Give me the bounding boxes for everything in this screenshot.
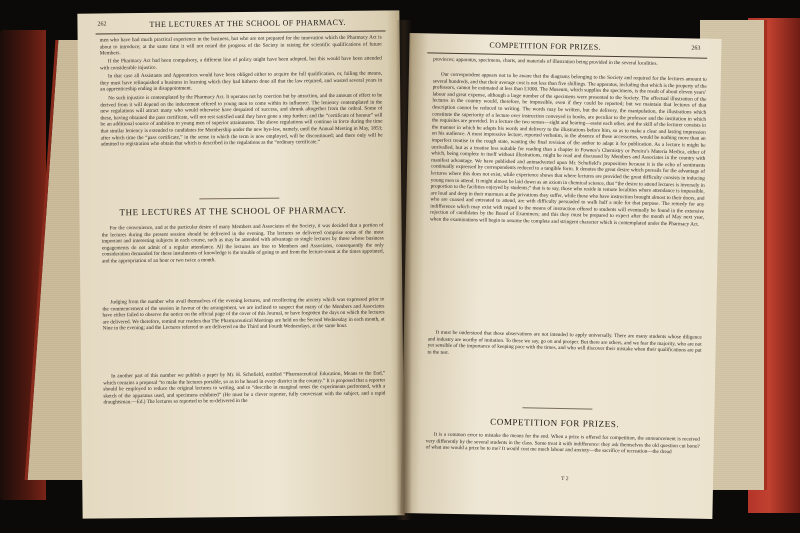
left-head-rule [96,30,386,34]
left-page-number: 262 [97,21,107,28]
right-section-title: COMPETITION FOR PRIZES. [490,416,620,430]
right-section-divider [522,407,592,409]
signature-mark: T 2 [561,476,569,483]
right-running-head: COMPETITION FOR PRIZES. [489,40,602,52]
right-paragraph-2: Our correspondent appears not to be aware that the diagrams belonging to the Society and required for the lectures amount to several hundreds, and that their average cost is not less than five shillings. The apparatus, including that which is the property of the professors, cannot be estimated at less than £1000. The Museum, which supplies the specimens, is the result of about eleven years’ labour and great expense, although a large number of the specimens were presented to the Society. The effectual illustration of the lectures in the country would, therefore, be impossible, even if they could be reported; but we maintain that lectures of that description cannot be reduced to writing. The words may be written, but the delivery, the manipulation, the illustrations which constitute the superiority of a lecture over instruction conveyed in books, are peculiar to the professor and the institution in which the requisites are provided. In a lecture the two senses—sight and hearing—assist each other, and the skill of the lecturer consists in the manner in which he adapts his words and delivery to the illustrations before him, so as to make a clear and lasting impression on his audience. A most impressive lecture, reported verbatim, in the absence of these accessories, would be nothing more than an imperfect treatise in the rough state, wanting the final revision of the author to adapt it for publication. As a lecture it might be unrivalled, but as a treatise less suitable for reading than a chapter in Fownes’s Chemistry or Pereira’s Materia Medica, either of which, being complete in itself without illustrations, might be read and discussed by Members and Associates in the country with manifest advantage. We have published and animadverted upon Mr. Schofield’s proposition because it is the echo of sentiments continually expressed by correspondents reduced to a tangible form. It denotes the great desire which prevails for the advantage of lectures where this does not exist, while experience shows that where lectures are provided the great difficulty consists in inducing young men to attend. It might almost be laid down as an axiom in chemical science, that “the desire to attend lectures is inversely in proportion to the facilities enjoyed by students;” that is to say, those who reside in remote localities where attendance is impossible, are loud and deep in their murmurs at the privations they suffer, while those who have instruction brought almost to their doors, and who are coaxed and entreated to attend, are with difficulty persuaded to walk half a mile for that purpose. The remedy for any indifference which may exist with regard to the means of instruction offered to students will eventually be found in the extensive rejection of candidates by the Board of Examiners; and this they must be prepared to expect after the month of May next year, when the examinations will begin to assume the complete and stringent character which is contemplated under the Pharmacy Act. [430,71,707,228]
left-paragraph-4: No such injustice is contemplated by the Pharmacy Act. It operates not by coercion but by attraction, and the amount of effect to be derived from it will depend on the inducement offered to young men to come within its influence. The leniency contemplated in the new regulations will attract many who would otherwise have despaired of success, and shrunk altogether from the ordeal. Some of these, having obtained the pass certificate, will not rest satisfied until they have gone a step further; and the “certificate of honour” will be an additional source of ambition to young men of superior attainments. The above regulations will continue in force during the time that similar leniency is extended to candidates for Membership under the new bye-law, namely, until the Annual Meeting in May, 1853; after which time the “pass certificate,” in the sense in which the term is now employed, will be discontinued; and there only will be admitted to registration who obtain that which is described in the regulations as the “ordinary certificate.” [100,92,383,148]
right-page-number: 263 [691,45,701,52]
left-section-divider [199,198,279,200]
left-section-paragraph-1: For the convenience, and at the particular desire of many Members and Associates of the Society, it was decided that a portion of the lectures during the present session should be delivered in the evening. The lectures so delivered comprise some of the most important and interesting subjects in each course, such as may be attended with advantage as single lectures by those whose business engagements do not admit of a regular attendance. All the lectures are free to Members and Associates, consequently the only consideration demanded for these instalments of knowledge is the trouble of going to and from the lecture-room at the times appointed, and the appropriation of an hour or two twice a month. [101,222,384,265]
right-paragraph-1: provinces; apparatus, specimens, charts, and materials of illustration being provided in the several localities. [433,56,658,67]
left-paragraph-3: In that case all Assistants and Apprentices would have been obliged either to acquire the full qualification, or, failing the means, they must have relinquished a business in learning which they had hitherto done all that the law required, and wasted several years in an apprenticeship ending in disappointment. [100,70,383,93]
left-page [77,10,404,518]
left-section-paragraph-2: Judging from the number who avail themselves of the evening lectures, and recollecting the anxiety which was expressed prior to the commencement of the session in favour of the arrangement, we are inclined to suspect that many of the Members and Associates have either failed to observe the notice on the official page of the cover of this Journal, or have forgotten the days on which the lectures are delivered. We therefore, remind our readers that The Pharmaceutical Meetings are held on the Second Wednesday in each month, at Nine in the evening; and the Lectures referred to are delivered on the Third and Fourth Wednesdays, at the same hour. [102,296,385,332]
left-section-title: THE LECTURES AT THE SCHOOL OF PHARMACY. [119,204,347,218]
right-paragraph-3: It must be understood that these observations are not intended to apply universally. There are many students whose diligence and industry are worthy of imitation. To these we say, go on and prosper. But there are others, and we fear the majority, who are not yet sensible of the importance of keeping pace with the times, and who will discover their mistake when their qualifications are put to the test. [427,329,702,356]
right-section-paragraph-1: It is a common error to mistake the means for the end. When a prize is offered for competition, the announcement is received very differently by the several students in the class. Some treat it with indifference: they ask themselves the old question cui bono? of what use would a prize be to me? It would cost me much labour and anxiety—the sacrifice of recreation—the dread [425,431,700,456]
right-page [400,33,721,519]
left-running-head: THE LECTURES AT THE SCHOOL OF PHARMACY. [149,17,346,29]
left-section-paragraph-3: In another part of this number we publish a paper by Mr. H. Schofield, entitled “Pharmaceutical Education, Means to the End,” which contains a proposal “to make the lectures portable, so as to be heard in every district in the country.” It is proposed that a reporter should be employed to reduce the original lectures to writing, and to “describe in marginal notes the experiments performed, with a sketch of the apparatus used, and specimens exhibited” (He must be a clever reporter, fully conversant with the subject, and a rapid draughtsman.—Ed.) The lectures so reported to be re-delivered in the [103,370,386,406]
left-paragraph-2: If the Pharmacy Act had been compulsory, a different line of policy might have been adopted, but this would have been attended with considerable injustice. [99,55,382,72]
book-gutter [396,20,412,520]
left-paragraph-1: men who have had much practical experience in the business, but who are not prepared for the innovation which the Pharmacy Act is about to introduce; at the same time it will not retard the progress of the Society in raising the scientific qualifications of future Members. [99,34,382,57]
